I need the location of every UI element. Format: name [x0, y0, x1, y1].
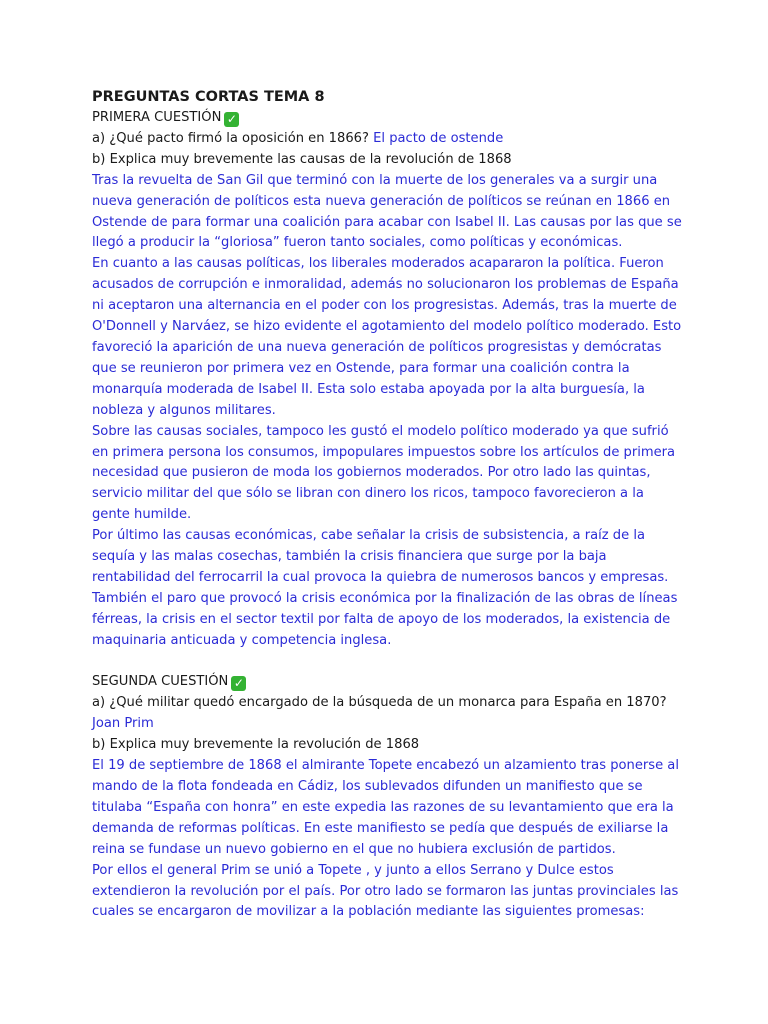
check-mark-icon: ✓ — [224, 112, 239, 127]
section-2-heading — [92, 672, 682, 693]
section-1-answer-a: El pacto de ostende — [373, 130, 504, 146]
document-title: PREGUNTAS CORTAS TEMA 8 — [92, 89, 325, 105]
section-2-answer-a: Joan Prim — [92, 716, 154, 732]
section-1-heading — [92, 108, 682, 129]
section-1-heading-text: PRIMERA CUESTIÓN — [92, 110, 222, 125]
section-1-question-a-text: a) ¿Qué pacto firmó la oposición en 1866? — [92, 130, 369, 146]
section-1-paragraph: Por último las causas económicas, cabe señalar la crisis de subsistencia, a raíz de la sequía y las malas cosechas, también la crisis financiera que surge por la baja rentabilidad del ferrocarril la cual provoca la quiebra de numerosos bancos y empresas. También el paro que provocó la crisis económica por la finalización de las obras de líneas férreas, la crisis en el sector textil por falta de apoyo de los moderados, la existencia de maquinaria anticuada y competencia inglesa. — [92, 528, 678, 648]
section-1-paragraph: Sobre las causas sociales, tampoco les gustó el modelo político moderado ya que sufrió en primera persona los consumos, impopulares impuestos sobre los artículos de primera necesidad que pusieron de moda los gobiernos moderados. Por otro lado las quintas, servicio militar del que sólo se libran con dinero los ricos, tampoco favorecieron a la gente humilde. — [92, 423, 676, 523]
section-spacer — [92, 652, 682, 673]
section-2-paragraph: El 19 de septiembre de 1868 el almirante Topete encabezó un alzamiento tras ponerse al mando de la flota fondeada en Cádiz, los sublevados difunden un manifiesto que se titulaba “España con honra” en este expedia las razones de su levantamiento que era la demanda de reformas políticas. En este manifiesto se pedía que después de exiliarse la reina se fundase un nuevo gobierno en el que no hubiera exclusión de partidos. — [92, 758, 679, 857]
section-2-question-a-text: a) ¿Qué militar quedó encargado de la búsqueda de un monarca para España en 1870? — [92, 695, 667, 711]
document-page — [92, 86, 682, 923]
section-2-paragraph: Por ellos el general Prim se unió a Topete , y junto a ellos Serrano y Dulce estos extendieron la revolución por el país. Por otro lado se formaron las juntas provinciales las cuales se encargaron de movilizar a la población mediante las siguientes promesas: — [92, 862, 679, 920]
section-1-paragraph: En cuanto a las causas políticas, los liberales moderados acapararon la política. Fueron acusados de corrupción e inmoralidad, además no solucionaron los problemas de España ni aceptaron una alternancia en el poder con los progresistas. Además, tras la muerte de O'Donnell y Narváez, se hizo evidente el agotamiento del modelo político moderado. Esto favoreció la aparición de una nueva generación de políticos progresistas y demócratas que se reunieron por primera vez en Ostende, para formar una coalición contra la monarquía moderada de Isabel II. Esta solo estaba apoyada por la alta burguesía, la nobleza y algunos militares. — [92, 256, 682, 418]
section-1-question-b: b) Explica muy brevemente las causas de la revolución de 1868 — [92, 151, 512, 167]
section-2-question-b: b) Explica muy brevemente la revolución de 1868 — [92, 737, 420, 753]
section-2-heading-text: SEGUNDA CUESTIÓN — [92, 674, 229, 690]
section-1-paragraph: Tras la revuelta de San Gil que terminó con la muerte de los generales va a surgir una nueva generación de políticos esta nueva generación de políticos se reúnan en 1866 en Ostende de para formar una coalición para acabar con Isabel II. Las causas por las que se llegó a producir la “gloriosa” fueron tanto sociales, como políticas y económicas. — [92, 172, 682, 251]
check-mark-icon: ✓ — [231, 676, 246, 691]
section-2-question-a — [92, 693, 682, 735]
section-1-question-a — [92, 129, 682, 150]
